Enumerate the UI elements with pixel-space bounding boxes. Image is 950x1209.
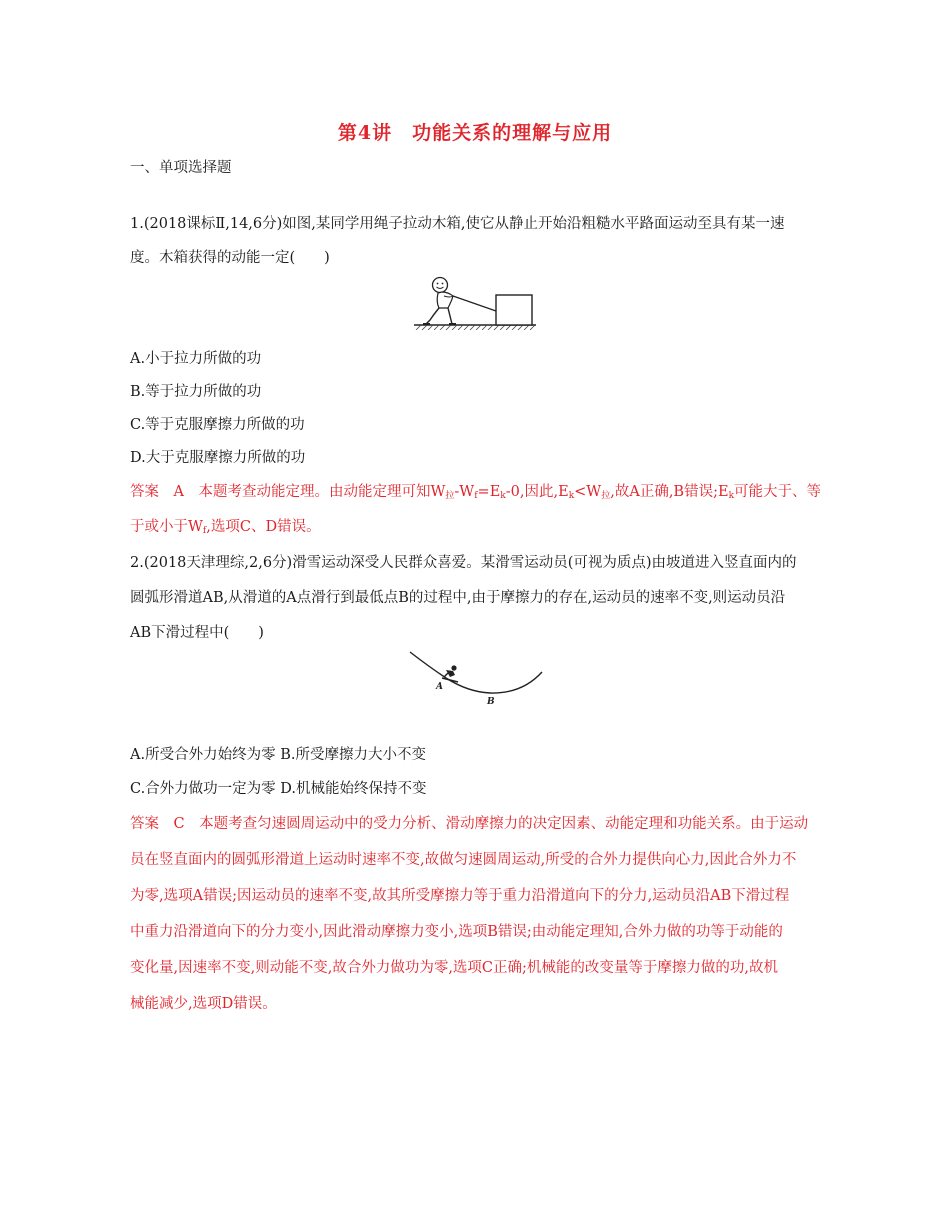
q2-options-line1: A.所受合外力始终为零 B.所受摩擦力大小不变 bbox=[130, 747, 426, 763]
q1-answer-line1: 答案 A 本题考查动能定理。由动能定理可知$W_拉-W_f=E_k-0$,因此$,E_k<W_拉$,故A正确,B错误$;E_k$可能大于、等 bbox=[130, 484, 822, 501]
q2-answer-line4: 中重力沿滑道向下的分力变小,因此滑动摩擦力变小,选项B错误;由动能定理知,合外力做的功等于动能的 bbox=[130, 924, 783, 940]
q2-answer-line3: 为零,选项A错误;因运动员的速率不变,故其所受摩擦力等于重力沿滑道向下的分力,运动员沿AB下滑过程 bbox=[130, 888, 790, 904]
q1-option-b: B.等于拉力所做的功 bbox=[130, 384, 262, 400]
q1-stem-line1: 1.(2018课标Ⅱ,14,6分)如图,某同学用绳子拉动木箱,使它从静止开始沿粗糙水平路面运动至具有某一速 bbox=[130, 216, 785, 232]
q2-answer-line2: 员在竖直面内的圆弧形滑道上运动时速率不变,故做匀速圆周运动,所受的合外力提供向心力,因此合外力不 bbox=[130, 852, 797, 868]
q1-option-d: D.大于克服摩擦力所做的功 bbox=[130, 450, 306, 466]
section-heading: 一、单项选择题 bbox=[130, 160, 232, 176]
q2-stem-line3: AB下滑过程中( ) bbox=[130, 625, 264, 641]
q1-answer-line2: 于或小于$W_f$,选项C、D错误。 bbox=[130, 519, 321, 536]
q2-stem-line1: 2.(2018天津理综,2,6分)滑雪运动深受人民群众喜爱。某滑雪运动员(可视为质点)由坡道进入竖直面内的 bbox=[130, 555, 797, 571]
q2-answer-line5: 变化量,因速率不变,则动能不变,故合外力做功为零,选项C正确;机械能的改变量等于摩擦力做的功,故机 bbox=[130, 960, 779, 976]
q2-stem-line2: 圆弧形滑道AB,从滑道的A点滑行到最低点B的过程中,由于摩擦力的存在,运动员的速率不变,则运动员沿 bbox=[130, 590, 786, 606]
q2-options-line2: C.合外力做功一定为零 D.机械能始终保持不变 bbox=[130, 781, 427, 797]
q2-label-b: B bbox=[487, 697, 495, 707]
q2-figure-ski-slope-arc bbox=[406, 648, 546, 710]
q1-option-c: C.等于克服摩擦力所做的功 bbox=[130, 417, 305, 433]
q1-stem-line2: 度。木箱获得的动能一定( ) bbox=[130, 250, 330, 266]
q2-label-a: A bbox=[436, 682, 443, 692]
q2-answer-line1: 答案 C 本题考查匀速圆周运动中的受力分析、滑动摩擦力的决定因素、动能定理和功能关系。由于运动 bbox=[130, 816, 809, 832]
q2-answer-line6: 械能减少,选项D错误。 bbox=[130, 996, 277, 1012]
q1-figure-person-pulling-box bbox=[412, 274, 538, 330]
skier-icon bbox=[442, 665, 458, 682]
q1-option-a: A.小于拉力所做的功 bbox=[130, 351, 262, 367]
page-title: 第4讲 功能关系的理解与应用 bbox=[337, 122, 613, 144]
